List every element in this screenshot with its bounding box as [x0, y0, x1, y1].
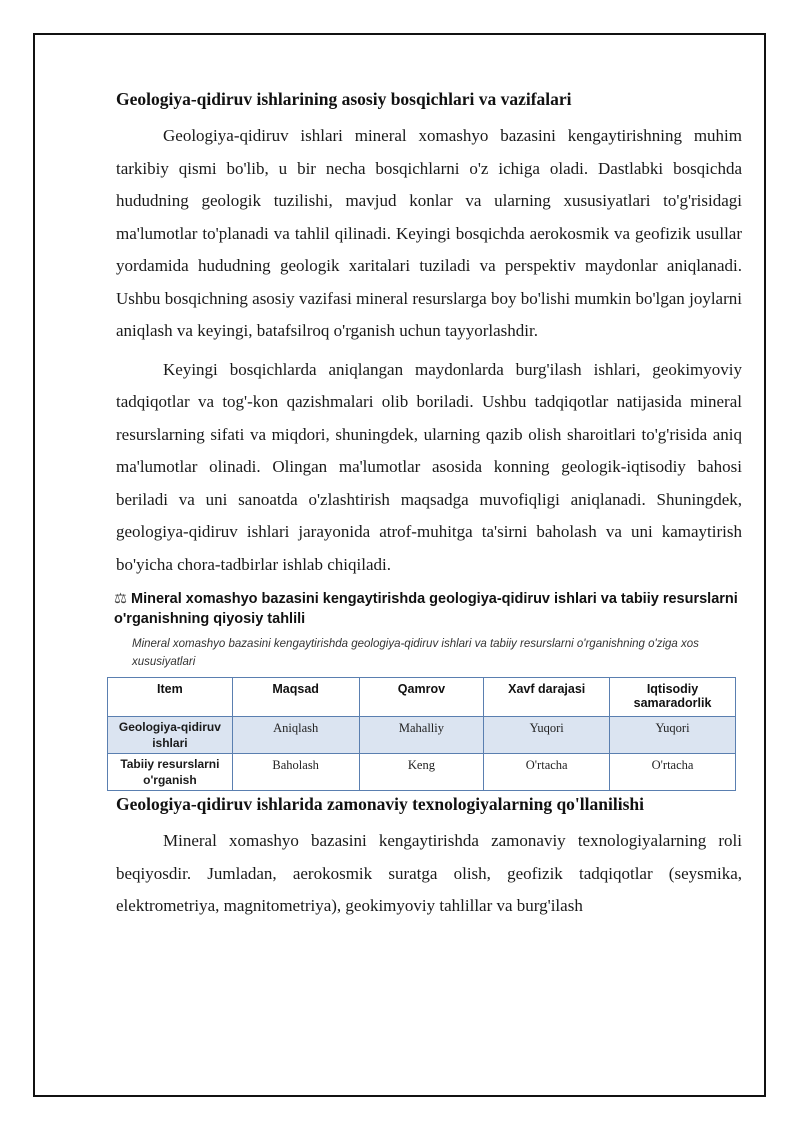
comparison-block — [116, 589, 742, 791]
table-cell: O'rtacha — [610, 754, 736, 791]
table-caption: Mineral xomashyo bazasini kengaytirishda geologiya-qidiruv ishlari va tabiiy resurslarni o'rganishning o'ziga xos xususiyatlari — [132, 638, 699, 668]
table-cell: Yuqori — [610, 717, 736, 754]
table-row — [108, 754, 736, 791]
comparison-table — [107, 677, 736, 791]
table-cell: Aniqlash — [232, 717, 359, 754]
comparison-title-text: Mineral xomashyo bazasini kengaytirishda geologiya-qidiruv ishlari va tabiiy resurslarni o'rganishning qiyosiy tahlili — [114, 591, 738, 627]
column-header-qamrov: Qamrov — [359, 678, 484, 717]
paragraph-stages-1: Geologiya-qidiruv ishlari mineral xomashyo bazasini kengaytirishning muhim tarkibiy qismi bo'lib, u bir necha bosqichlarni o'z ichiga oladi. Dastlabki bosqichda hududning geologik tuzilishi, mavjud konlar va ularning xususiyatlari to'g'risidagi ma'lumotlar to'planadi va tahlil qilinadi. Keyingi bosqichda aerokosmik va geofizik usullar yordamida hududning geologik xaritalari tuziladi va perspektiv maydonlar aniqlanadi. Ushbu bosqichning asosiy vazifasi mineral resurslarga boy bo'lishi mumkin bo'lgan joylarni aniqlash va keyingi, batafsilroq o'rganish uchun tayyorlashdir. — [116, 126, 742, 340]
column-header-iqtisodiy: Iqtisodiy samaradorlik — [610, 678, 736, 717]
table-cell: Mahalliy — [359, 717, 484, 754]
column-header-xavf: Xavf darajasi — [484, 678, 610, 717]
column-header-maqsad: Maqsad — [232, 678, 359, 717]
table-row — [108, 717, 736, 754]
table-header-row — [108, 678, 736, 717]
paragraph-technologies-1: Mineral xomashyo bazasini kengaytirishda zamonaviy texnologiyalarning roli beqiyosdir. Jumladan, aerokosmik suratga olish, geofizik tadqiqotlar (seysmika, elektrometriya, magnitometriya), geokimyoviy tahlillar va burg'ilash — [116, 831, 742, 915]
table-cell: Keng — [359, 754, 484, 791]
comparison-title — [114, 589, 742, 629]
paragraph-stages-2: Keyingi bosqichlarda aniqlangan maydonlarda burg'ilash ishlari, geokimyoviy tadqiqotlar va tog'-kon qazishmalari olib boriladi. Ushbu tadqiqotlar natijasida mineral resurslarning sifati va miqdori, shuningdek, ularning qazib olish sharoitlari to'g'risida aniq ma'lumotlar olinadi. Olingan ma'lumotlar asosida konning geologik-iqtisodiy bahosi beriladi va uni sanoatda o'zlashtirish maqsadga muvofiqligi aniqlanadi. Shuningdek, geologiya-qidiruv ishlari jarayonida atrof-muhitga ta'sirni baholash va uni kamaytirish bo'yicha chora-tadbirlar ishlab chiqiladi. — [116, 359, 742, 574]
table-cell: Yuqori — [484, 717, 610, 754]
column-header-item: Item — [108, 678, 233, 717]
table-cell: Baholash — [232, 754, 359, 791]
section-heading-stages: Geologiya-qidiruv ishlarining asosiy bosqichlari va vazifalari — [116, 89, 572, 109]
table-cell: O'rtacha — [484, 754, 610, 791]
scale-icon: ⚖ — [114, 591, 127, 607]
document-body — [116, 86, 742, 929]
row-label: Geologiya-qidiruv ishlari — [108, 717, 233, 754]
section-heading-technologies: Geologiya-qidiruv ishlarida zamonaviy texnologiyalarning qo'llanilishi — [116, 794, 644, 814]
row-label: Tabiiy resurslarni o'rganish — [108, 754, 233, 791]
